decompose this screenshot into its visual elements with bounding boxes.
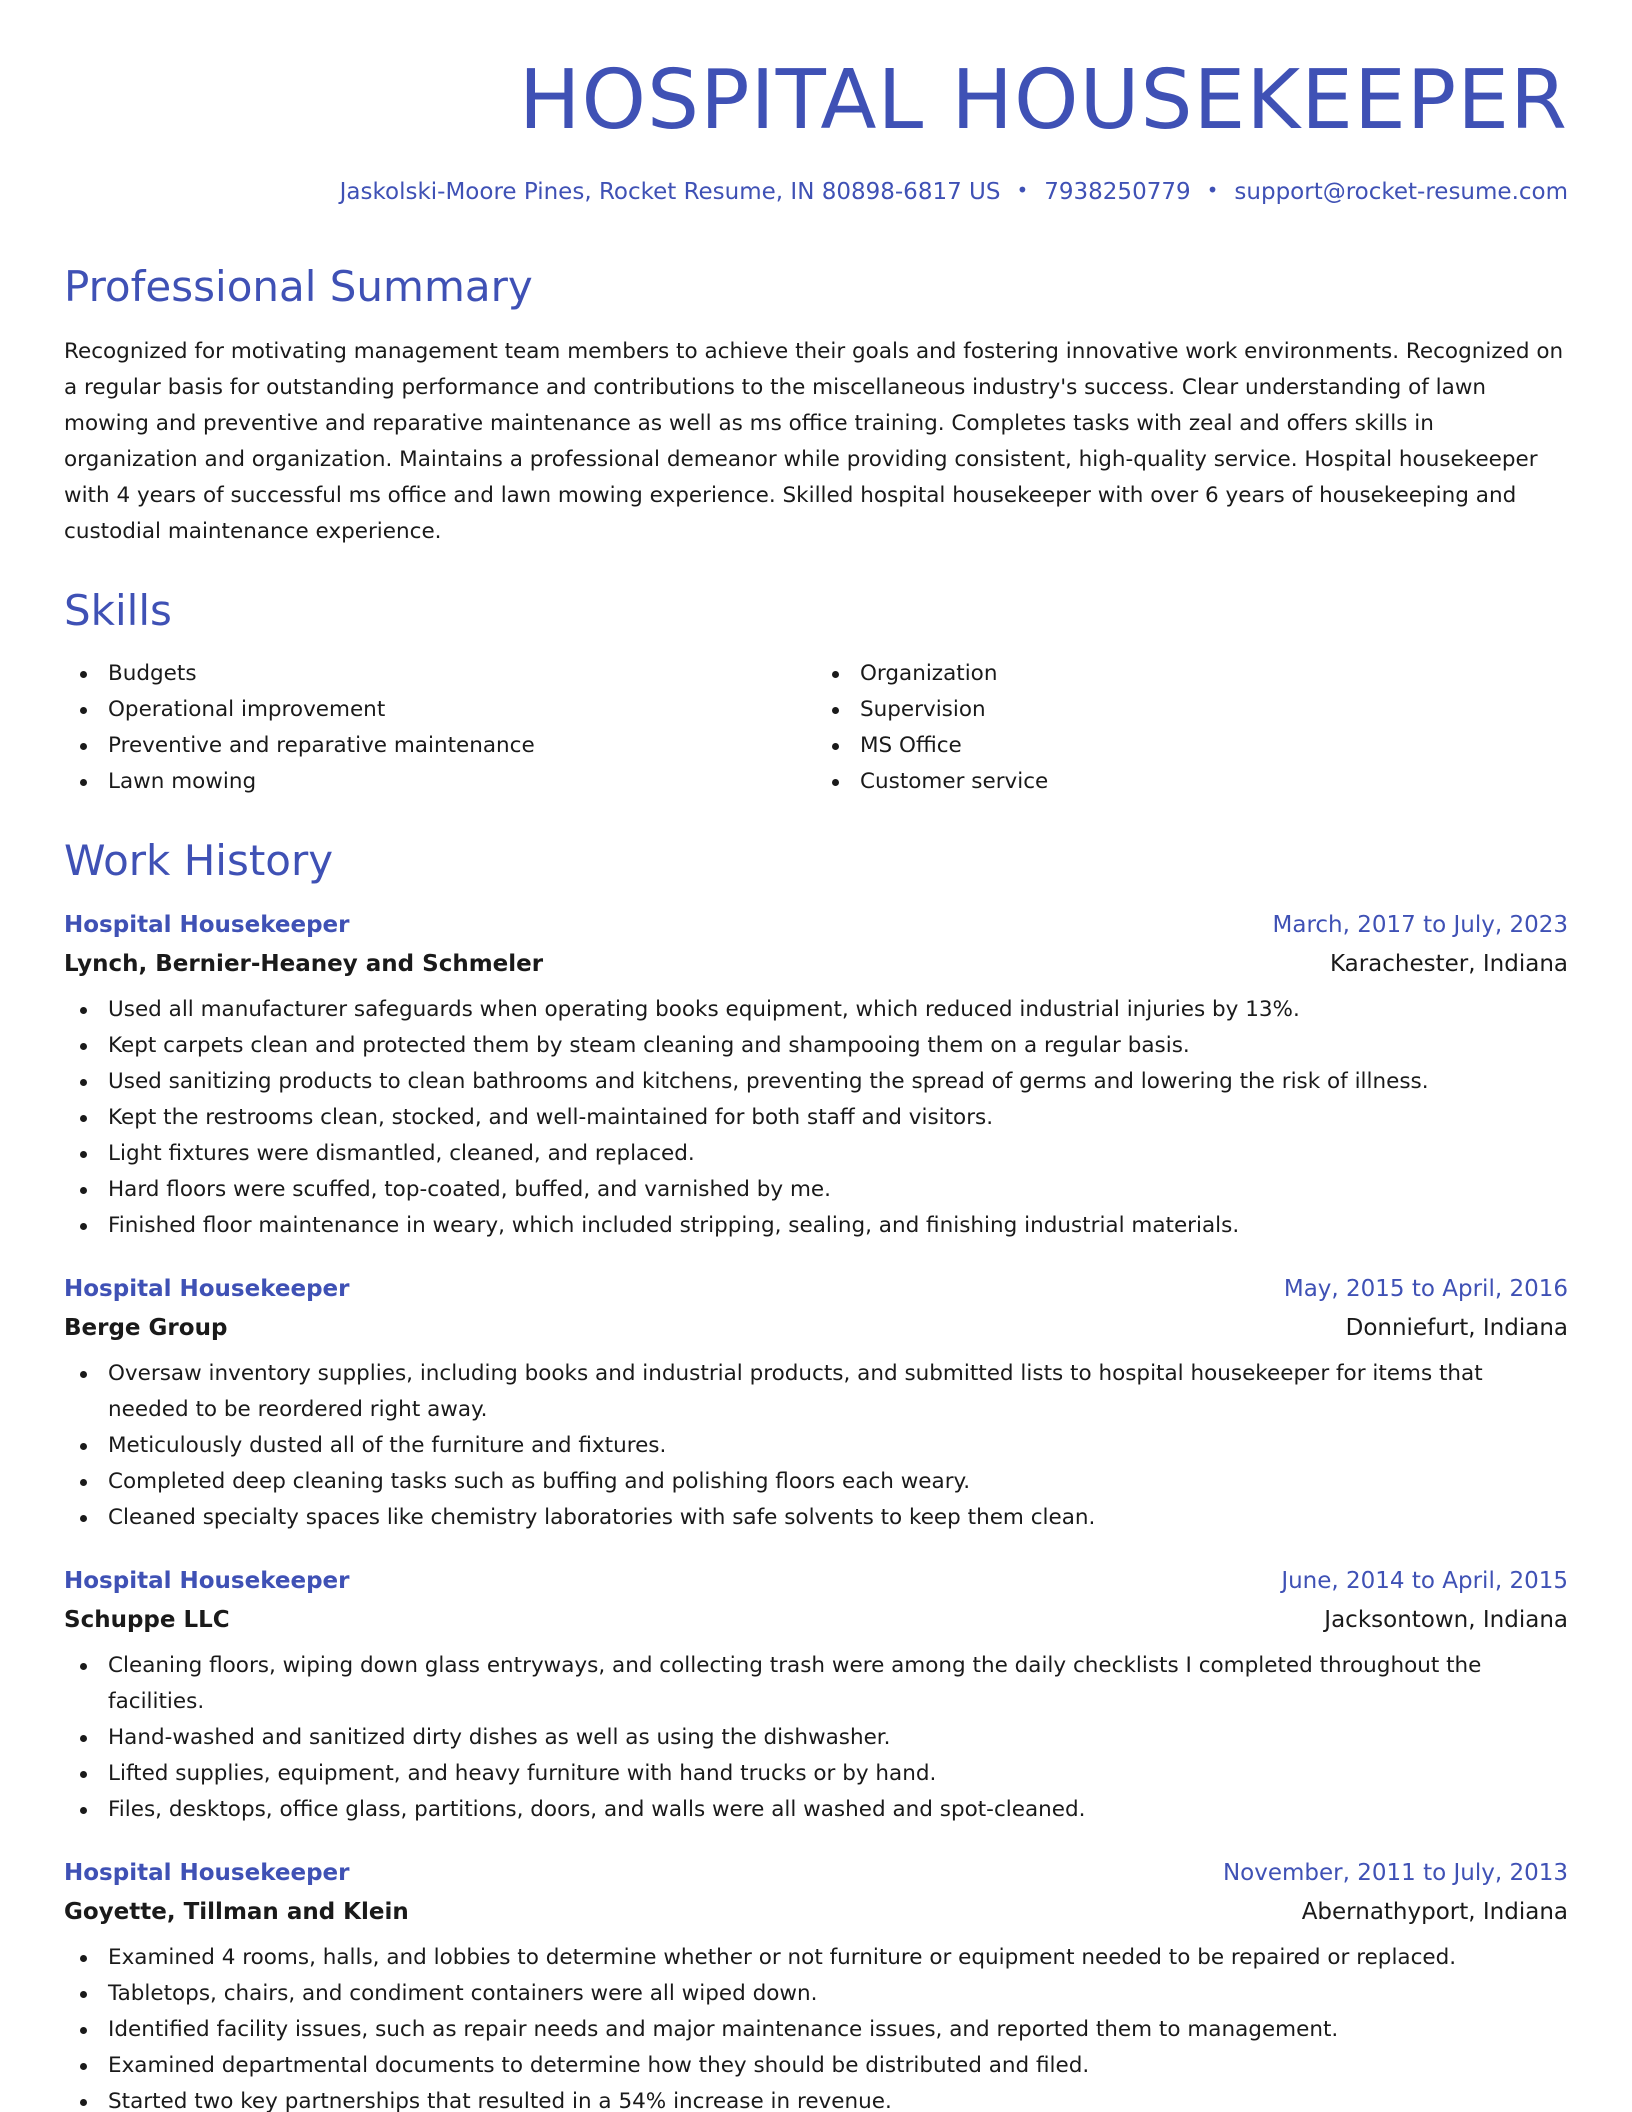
job-title: Hospital Housekeeper bbox=[64, 1568, 350, 1594]
skills-heading: Skills bbox=[64, 586, 172, 635]
skill-item: Customer service bbox=[816, 764, 1568, 800]
job-bullet: Used sanitizing products to clean bathrooms and kitchens, preventing the spread of germs and lowering the risk of illness. bbox=[64, 1064, 1568, 1100]
job-entry bbox=[64, 1278, 1568, 1536]
job-entry bbox=[64, 1570, 1568, 1828]
job-subheader bbox=[64, 953, 1568, 976]
skills-column-right bbox=[816, 656, 1568, 800]
job-bullets bbox=[64, 1648, 1568, 1828]
job-dates: June, 2014 to April, 2015 bbox=[1281, 1568, 1568, 1594]
job-bullet: Oversaw inventory supplies, including books and industrial products, and submitted lists to hospital housekeeper for items that needed to be reordered right away. bbox=[64, 1356, 1568, 1428]
skill-item: Supervision bbox=[816, 692, 1568, 728]
job-dates: November, 2011 to July, 2013 bbox=[1222, 1860, 1568, 1886]
contact-separator: • bbox=[1206, 178, 1219, 202]
skill-item: Budgets bbox=[64, 656, 816, 692]
job-bullet: Meticulously dusted all of the furniture and fixtures. bbox=[64, 1428, 1568, 1464]
contact-address: Jaskolski-Moore Pines, Rocket Resume, IN 80898-6817 US bbox=[339, 179, 1001, 205]
job-title: Hospital Housekeeper bbox=[64, 912, 350, 938]
job-bullet: Examined 4 rooms, halls, and lobbies to determine whether or not furniture or equipment needed to be repaired or replaced. bbox=[64, 1940, 1568, 1976]
job-subheader bbox=[64, 1317, 1568, 1340]
skill-item: Organization bbox=[816, 656, 1568, 692]
job-bullet: Completed deep cleaning tasks such as buffing and polishing floors each weary. bbox=[64, 1464, 1568, 1500]
contact-separator: • bbox=[1016, 178, 1029, 202]
work-history-heading: Work History bbox=[64, 836, 334, 885]
job-bullet: Cleaning floors, wiping down glass entryways, and collecting trash were among the daily checklists I completed throughout the facilities. bbox=[64, 1648, 1568, 1720]
skills-column-left bbox=[64, 656, 816, 800]
job-title: Hospital Housekeeper bbox=[64, 1860, 350, 1886]
summary-heading: Professional Summary bbox=[64, 262, 533, 311]
job-bullet: Finished floor maintenance in weary, which included stripping, sealing, and finishing industrial materials. bbox=[64, 1208, 1568, 1244]
job-dates: May, 2015 to April, 2016 bbox=[1283, 1276, 1568, 1302]
job-entry bbox=[64, 1862, 1568, 2112]
resume-page bbox=[64, 0, 1568, 2112]
job-header bbox=[64, 1278, 1568, 1301]
summary-text: Recognized for motivating management team members to achieve their goals and fostering innovative work environments. Recognized on a regular basis for outstanding performance and contributions to the miscellaneous industry's success. Clear understanding of lawn mowing and preventive and reparative maintenance as well as ms office training. Completes tasks with zeal and offers skills in organization and organization. Maintains a professional demeanor while providing consistent, high-quality service. Hospital housekeeper with 4 years of successful ms office and lawn mowing experience. Skilled hospital housekeeper with over 6 years of housekeeping and custodial maintenance experience. bbox=[64, 339, 1564, 544]
job-company: Berge Group bbox=[64, 1315, 228, 1341]
job-bullet: Identified facility issues, such as repair needs and major maintenance issues, and reported them to management. bbox=[64, 2012, 1568, 2048]
job-title: Hospital Housekeeper bbox=[64, 1276, 350, 1302]
job-company: Schuppe LLC bbox=[64, 1607, 230, 1633]
job-company: Goyette, Tillman and Klein bbox=[64, 1899, 409, 1925]
skills-list bbox=[64, 656, 1568, 800]
job-bullet: Cleaned specialty spaces like chemistry laboratories with safe solvents to keep them clean. bbox=[64, 1500, 1568, 1536]
job-bullet: Kept the restrooms clean, stocked, and well-maintained for both staff and visitors. bbox=[64, 1100, 1568, 1136]
contact-email: support@rocket-resume.com bbox=[1234, 179, 1568, 205]
resume-title: HOSPITAL HOUSEKEEPER bbox=[518, 53, 1568, 148]
skill-item: Lawn mowing bbox=[64, 764, 816, 800]
job-subheader bbox=[64, 1901, 1568, 1924]
job-location: Abernathyport, Indiana bbox=[1301, 1899, 1568, 1925]
job-dates: March, 2017 to July, 2023 bbox=[1272, 912, 1568, 938]
job-bullets bbox=[64, 1356, 1568, 1536]
skill-item: MS Office bbox=[816, 728, 1568, 764]
job-location: Karachester, Indiana bbox=[1329, 951, 1568, 977]
job-bullet: Started two key partnerships that resulted in a 54% increase in revenue. bbox=[64, 2084, 1568, 2112]
job-location: Jacksontown, Indiana bbox=[1324, 1607, 1568, 1633]
skill-item: Operational improvement bbox=[64, 692, 816, 728]
job-header bbox=[64, 914, 1568, 937]
job-bullet: Used all manufacturer safeguards when operating books equipment, which reduced industrial injuries by 13%. bbox=[64, 992, 1568, 1028]
job-subheader bbox=[64, 1609, 1568, 1632]
contact-line bbox=[64, 180, 1568, 204]
job-bullets bbox=[64, 1940, 1568, 2112]
job-header bbox=[64, 1862, 1568, 1885]
job-bullet: Examined departmental documents to determine how they should be distributed and filed. bbox=[64, 2048, 1568, 2084]
job-bullet: Hard floors were scuffed, top-coated, buffed, and varnished by me. bbox=[64, 1172, 1568, 1208]
job-company: Lynch, Bernier-Heaney and Schmeler bbox=[64, 951, 544, 977]
job-entry bbox=[64, 914, 1568, 1244]
job-bullet: Hand-washed and sanitized dirty dishes as well as using the dishwasher. bbox=[64, 1720, 1568, 1756]
job-bullet: Light fixtures were dismantled, cleaned, and replaced. bbox=[64, 1136, 1568, 1172]
job-bullets bbox=[64, 992, 1568, 1244]
contact-phone: 7938250779 bbox=[1044, 179, 1191, 205]
job-bullet: Kept carpets clean and protected them by steam cleaning and shampooing them on a regular basis. bbox=[64, 1028, 1568, 1064]
job-location: Donniefurt, Indiana bbox=[1345, 1315, 1568, 1341]
job-bullet: Files, desktops, office glass, partitions, doors, and walls were all washed and spot-cleaned. bbox=[64, 1792, 1568, 1828]
resume-header bbox=[64, 53, 1568, 205]
skill-item: Preventive and reparative maintenance bbox=[64, 728, 816, 764]
job-bullet: Tabletops, chairs, and condiment containers were all wiped down. bbox=[64, 1976, 1568, 2012]
job-header bbox=[64, 1570, 1568, 1593]
job-bullet: Lifted supplies, equipment, and heavy furniture with hand trucks or by hand. bbox=[64, 1756, 1568, 1792]
